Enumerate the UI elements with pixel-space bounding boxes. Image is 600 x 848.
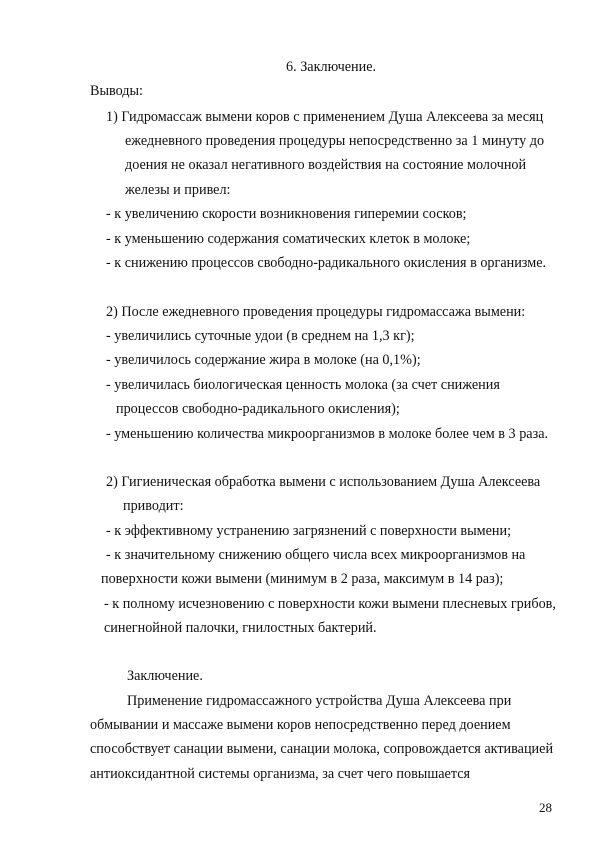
item-2-bullet-1: - увеличились суточные удои (в среднем на 1,3 кг);	[106, 328, 415, 344]
item-1-bullet-1: - к увеличению скорости возникновения гиперемии сосков;	[106, 206, 467, 222]
item-1-line-3: доения не оказал негативного воздействия на состояние молочной	[125, 157, 527, 173]
item-3-bullet-3-cont: синегнойной палочки, гнилостных бактерий.	[104, 620, 377, 636]
item-2-bullet-4: - уменьшению количества микроорганизмов в молоке более чем в 3 раза.	[106, 426, 549, 442]
item-3-bullet-2-cont: поверхности кожи вымени (минимум в 2 раза, максимум в 14 раз);	[101, 571, 504, 587]
item-3-bullet-3: - к полному исчезновению с поверхности кожи вымени плесневых грибов,	[104, 596, 556, 612]
final-paragraph-line-4: антиоксидантной системы организма, за счет чего повышается	[90, 766, 471, 782]
final-label: Заключение.	[127, 668, 203, 684]
final-paragraph-line-3: способствует санации вымени, санации молока, сопровождается активацией	[90, 741, 554, 757]
item-1-line-1: 1) Гидромассаж вымени коров с применением Душа Алексеева за месяц	[106, 109, 544, 125]
page-number: 28	[539, 800, 552, 815]
final-paragraph-line-1: Применение гидромассажного устройства Душа Алексеева при	[127, 693, 512, 709]
item-2-bullet-3: - увеличилась биологическая ценность молока (за счет снижения	[106, 377, 500, 393]
item-2-line-1: 2) После ежедневного проведения процедуры гидромассажа вымени:	[106, 304, 526, 320]
item-3-line-1: 2) Гигиеническая обработка вымени с использованием Душа Алексеева	[106, 474, 541, 490]
item-1-bullet-3: - к снижению процессов свободно-радикального окисления в организме.	[106, 255, 547, 271]
section-heading: 6. Заключение.	[286, 59, 377, 75]
final-paragraph-line-2: обмывании и массаже вымени коров непосредственно перед доением	[90, 717, 511, 733]
item-3-line-2: приводит:	[123, 498, 184, 514]
item-2-bullet-3-cont: процессов свободно-радикального окисления);	[116, 401, 400, 417]
item-1-bullet-2: - к уменьшению содержания соматических клеток в молоке;	[106, 231, 471, 247]
item-3-bullet-2: - к значительному снижению общего числа всех микроорганизмов на	[106, 547, 526, 563]
item-1-line-2: ежедневного проведения процедуры непосредственно за 1 минуту до	[125, 133, 545, 149]
item-1-line-4: железы и привел:	[125, 182, 231, 198]
conclusions-label: Выводы:	[90, 83, 143, 99]
item-3-bullet-1: - к эффективному устранению загрязнений с поверхности вымени;	[106, 523, 512, 539]
item-2-bullet-2: - увеличилось содержание жира в молоке (на 0,1%);	[106, 352, 421, 368]
